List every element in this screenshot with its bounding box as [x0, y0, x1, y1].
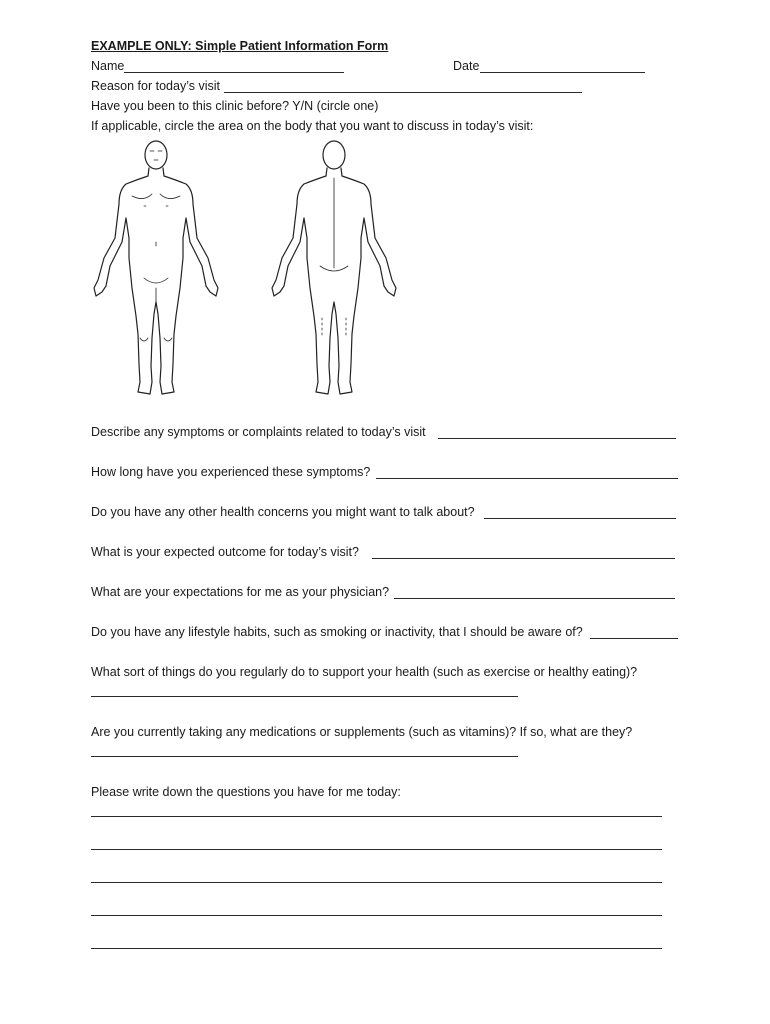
- answer-questions-line-1[interactable]: [91, 816, 662, 817]
- date-label: Date: [453, 59, 480, 73]
- question-other-concerns: Do you have any other health concerns you might want to talk about?: [91, 505, 475, 519]
- question-patient-questions: Please write down the questions you have for me today:: [91, 785, 401, 799]
- reason-label: Reason for today’s visit: [91, 79, 220, 93]
- body-area-instruction: If applicable, circle the area on the body that you want to discuss in today’s visit:: [91, 119, 534, 133]
- question-symptoms: Describe any symptoms or complaints related to today’s visit: [91, 425, 426, 439]
- answer-physician-expectations-field[interactable]: [394, 598, 675, 599]
- question-health-support: What sort of things do you regularly do to support your health (such as exercise or healthy eating)?: [91, 665, 638, 679]
- clinic-before-question: Have you been to this clinic before? Y/N (circle one): [91, 99, 379, 113]
- answer-lifestyle-habits-field[interactable]: [590, 638, 678, 639]
- answer-questions-line-4[interactable]: [91, 915, 662, 916]
- human-body-back-icon[interactable]: [270, 138, 400, 400]
- date-field[interactable]: [480, 72, 645, 73]
- question-expected-outcome: What is your expected outcome for today’s visit?: [91, 545, 359, 559]
- answer-expected-outcome-field[interactable]: [372, 558, 675, 559]
- answer-symptoms-field[interactable]: [438, 438, 676, 439]
- answer-questions-line-2[interactable]: [91, 849, 662, 850]
- human-body-front-icon[interactable]: [92, 138, 222, 400]
- answer-questions-line-5[interactable]: [91, 948, 662, 949]
- form-title: EXAMPLE ONLY: Simple Patient Information Form: [91, 39, 389, 53]
- question-lifestyle-habits: Do you have any lifestyle habits, such as smoking or inactivity, that I should be aware of?: [91, 625, 583, 639]
- question-medications: Are you currently taking any medications or supplements (such as vitamins)? If so, what are they?: [91, 725, 633, 739]
- question-duration: How long have you experienced these symptoms?: [91, 465, 371, 479]
- answer-medications-field[interactable]: [91, 756, 518, 757]
- answer-other-concerns-field[interactable]: [484, 518, 676, 519]
- answer-duration-field[interactable]: [376, 478, 678, 479]
- answer-health-support-field[interactable]: [91, 696, 518, 697]
- name-label: Name: [91, 59, 125, 73]
- name-field[interactable]: [124, 72, 344, 73]
- answer-questions-line-3[interactable]: [91, 882, 662, 883]
- reason-field[interactable]: [224, 92, 582, 93]
- question-physician-expectations: What are your expectations for me as your physician?: [91, 585, 390, 599]
